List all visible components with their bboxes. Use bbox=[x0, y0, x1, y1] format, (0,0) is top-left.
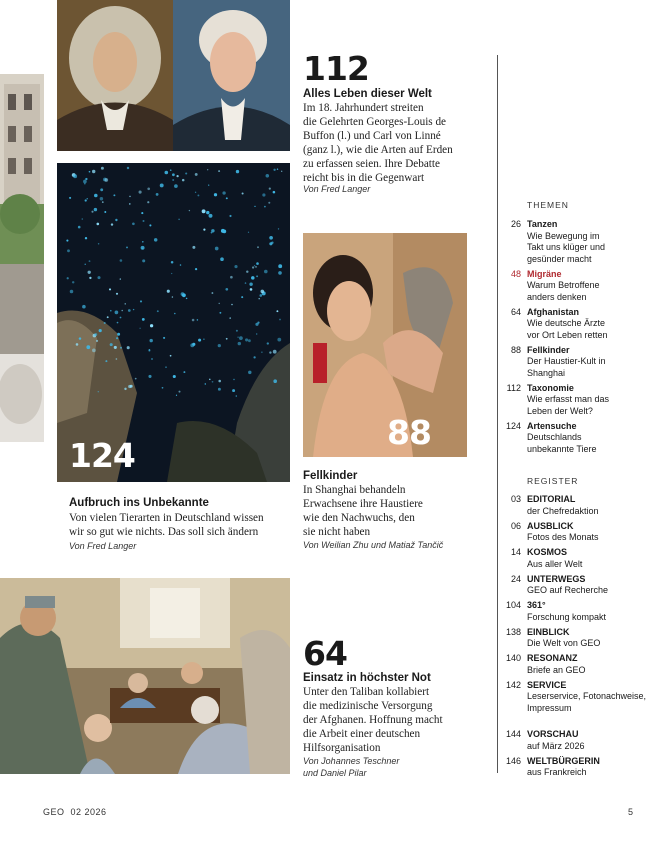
toc-entry-text bbox=[527, 756, 657, 779]
toc-entry-subtitle: Die Welt von GEO bbox=[527, 638, 601, 648]
toc-entry-subtitle: der Chefredaktion bbox=[527, 505, 599, 516]
toc-entry-subtitle: Forschung kompakt bbox=[527, 611, 607, 622]
toc-entry-title: EINBLICK bbox=[527, 626, 570, 637]
story-number-112: 112 bbox=[303, 49, 369, 88]
toc-entry-text bbox=[527, 680, 657, 715]
register-heading: REGISTER bbox=[527, 476, 579, 486]
toc-entry-text bbox=[527, 574, 657, 597]
footer-page-number: 5 bbox=[628, 807, 634, 817]
toc-page-number: 142 bbox=[505, 679, 521, 690]
toc-entry-text bbox=[527, 494, 657, 517]
story-headline-88[interactable]: Fellkinder bbox=[303, 470, 358, 482]
toc-entry-subtitle: unbekannte Tiere bbox=[527, 443, 597, 454]
street-photo-strip bbox=[0, 74, 44, 442]
portrait-linne-image bbox=[57, 0, 173, 151]
toc-entry-subtitle: aus Frankreich bbox=[527, 767, 587, 777]
toc-entry-subtitle: auf März 2026 bbox=[527, 740, 585, 751]
toc-page-number: 112 bbox=[506, 382, 521, 393]
portrait-buffon-image bbox=[173, 0, 290, 151]
toc-page-number: 24 bbox=[510, 573, 521, 584]
story-headline-112[interactable]: Alles Leben dieser Welt bbox=[303, 88, 432, 100]
toc-entry-text bbox=[527, 421, 657, 456]
fellkinder-photo-image bbox=[303, 233, 467, 457]
toc-page-number: 48 bbox=[510, 268, 521, 279]
toc-entry-text bbox=[527, 600, 657, 623]
toc-entry-subtitle: Leserservice, Fotonachweise, Impressum bbox=[527, 691, 647, 713]
toc-entry-subtitle: Wie deutsche Ärzte bbox=[527, 318, 606, 328]
toc-entry-text bbox=[527, 219, 657, 265]
toc-entry-title: AUSBLICK bbox=[527, 520, 574, 531]
toc-entry-title: Migräne bbox=[527, 268, 562, 279]
toc-entry-text bbox=[527, 547, 657, 570]
sidebar-divider bbox=[497, 55, 498, 773]
toc-page-number: 64 bbox=[510, 306, 521, 317]
toc-entry-text bbox=[527, 627, 657, 650]
toc-entry-subtitle: Wie erfasst man das bbox=[527, 394, 610, 404]
toc-entry-subtitle: gesünder macht bbox=[527, 253, 592, 264]
story-byline-64: Von Johannes Teschner und Daniel Pilar bbox=[303, 756, 400, 778]
toc-entry-title: 361° bbox=[527, 600, 546, 610]
toc-entry-text bbox=[527, 345, 657, 380]
glowworm-cave-image bbox=[57, 163, 290, 482]
toc-entry-text bbox=[527, 269, 657, 304]
toc-page-number: 26 bbox=[510, 219, 521, 229]
story-teaser-64: Unter den Taliban kollabiert die medizinische Versorgung der Afghanen. Hoffnung macht die Arbeit einer deutschen Hilfsorganisation bbox=[303, 686, 443, 754]
toc-entry-subtitle: Wie Bewegung im bbox=[527, 230, 600, 241]
toc-entry-text bbox=[527, 521, 657, 544]
toc-page-number: 06 bbox=[510, 520, 521, 531]
toc-page-number: 104 bbox=[505, 600, 521, 610]
story-number-124: 124 bbox=[69, 436, 135, 475]
story-byline-124: Von Fred Langer bbox=[69, 541, 137, 551]
toc-entry-subtitle: GEO auf Recherche bbox=[527, 585, 609, 595]
toc-entry-title: RESONANZ bbox=[527, 653, 578, 663]
afghanistan-clinic-image bbox=[0, 578, 290, 774]
toc-entry-text bbox=[527, 729, 657, 752]
toc-entry-text bbox=[527, 653, 657, 676]
toc-page-number: 03 bbox=[510, 494, 521, 504]
toc-entry-subtitle: anders denken bbox=[527, 291, 587, 302]
story-byline-112: Von Fred Langer bbox=[303, 184, 371, 194]
story-number-88: 88 bbox=[387, 413, 431, 452]
toc-entry-subtitle: Shanghai bbox=[527, 367, 566, 378]
toc-entry-subtitle: vor Ort Leben retten bbox=[527, 329, 608, 340]
toc-entry-subtitle: Aus aller Welt bbox=[527, 558, 583, 569]
toc-entry-title: Taxonomie bbox=[527, 382, 574, 393]
toc-entry-title: Afghanistan bbox=[527, 306, 580, 317]
toc-entry-title: SERVICE bbox=[527, 679, 567, 690]
toc-entry-subtitle: Der Haustier-Kult in bbox=[527, 356, 606, 366]
toc-entry-title: Fellkinder bbox=[527, 344, 570, 355]
toc-page-number: 140 bbox=[505, 653, 521, 663]
toc-entry-title: UNTERWEGS bbox=[527, 573, 586, 584]
toc-entry-title: WELTBÜRGERIN bbox=[527, 755, 600, 766]
story-teaser-112: Im 18. Jahrhundert streiten die Gelehrten Georges-Louis de Buffon (l.) und Carl von Linné (ganz l.), wie die Arten auf Erden zu erfassen seien. Ihre Debatte reicht bis in die Gegenwart bbox=[303, 102, 453, 184]
toc-entry-subtitle: Leben der Welt? bbox=[527, 405, 593, 416]
toc-page-number: 146 bbox=[505, 755, 521, 766]
toc-page-number: 138 bbox=[505, 626, 521, 637]
toc-entry-title: VORSCHAU bbox=[527, 729, 579, 739]
story-number-64: 64 bbox=[303, 634, 347, 673]
footer-issue: GEO 02 2026 bbox=[43, 807, 107, 817]
story-teaser-88: In Shanghai behandeln Erwachsene ihre Haustiere wie den Nachwuchs, den sie nicht haben bbox=[303, 484, 423, 538]
toc-entry-subtitle: Deutschlands bbox=[527, 432, 582, 442]
toc-page-number: 14 bbox=[510, 547, 521, 557]
toc-entry-subtitle: Takt uns klüger und bbox=[527, 242, 606, 252]
toc-entry-subtitle: Fotos des Monats bbox=[527, 532, 599, 542]
toc-entry-title: EDITORIAL bbox=[527, 494, 576, 504]
toc-page-number: 124 bbox=[505, 420, 521, 431]
toc-entry-subtitle: Briefe an GEO bbox=[527, 664, 586, 675]
toc-entry-title: Artensuche bbox=[527, 420, 577, 431]
toc-entry-subtitle: Warum Betroffene bbox=[527, 280, 600, 290]
toc-page-number: 88 bbox=[510, 344, 521, 355]
themen-heading: THEMEN bbox=[527, 200, 569, 210]
story-headline-64[interactable]: Einsatz in höchster Not bbox=[303, 672, 431, 684]
toc-entry-text bbox=[527, 307, 657, 342]
story-headline-124[interactable]: Aufbruch ins Unbekannte bbox=[69, 497, 209, 509]
story-byline-88: Von Weilian Zhu und Matiaž Tančič bbox=[303, 540, 444, 550]
toc-entry-title: Tanzen bbox=[527, 219, 558, 229]
toc-entry-title: KOSMOS bbox=[527, 547, 568, 557]
story-teaser-124: Von vielen Tierarten in Deutschland wissen wir so gut wie nichts. Das soll sich ändern bbox=[69, 512, 264, 538]
toc-entry-text bbox=[527, 383, 657, 418]
toc-page-number: 144 bbox=[505, 729, 521, 739]
